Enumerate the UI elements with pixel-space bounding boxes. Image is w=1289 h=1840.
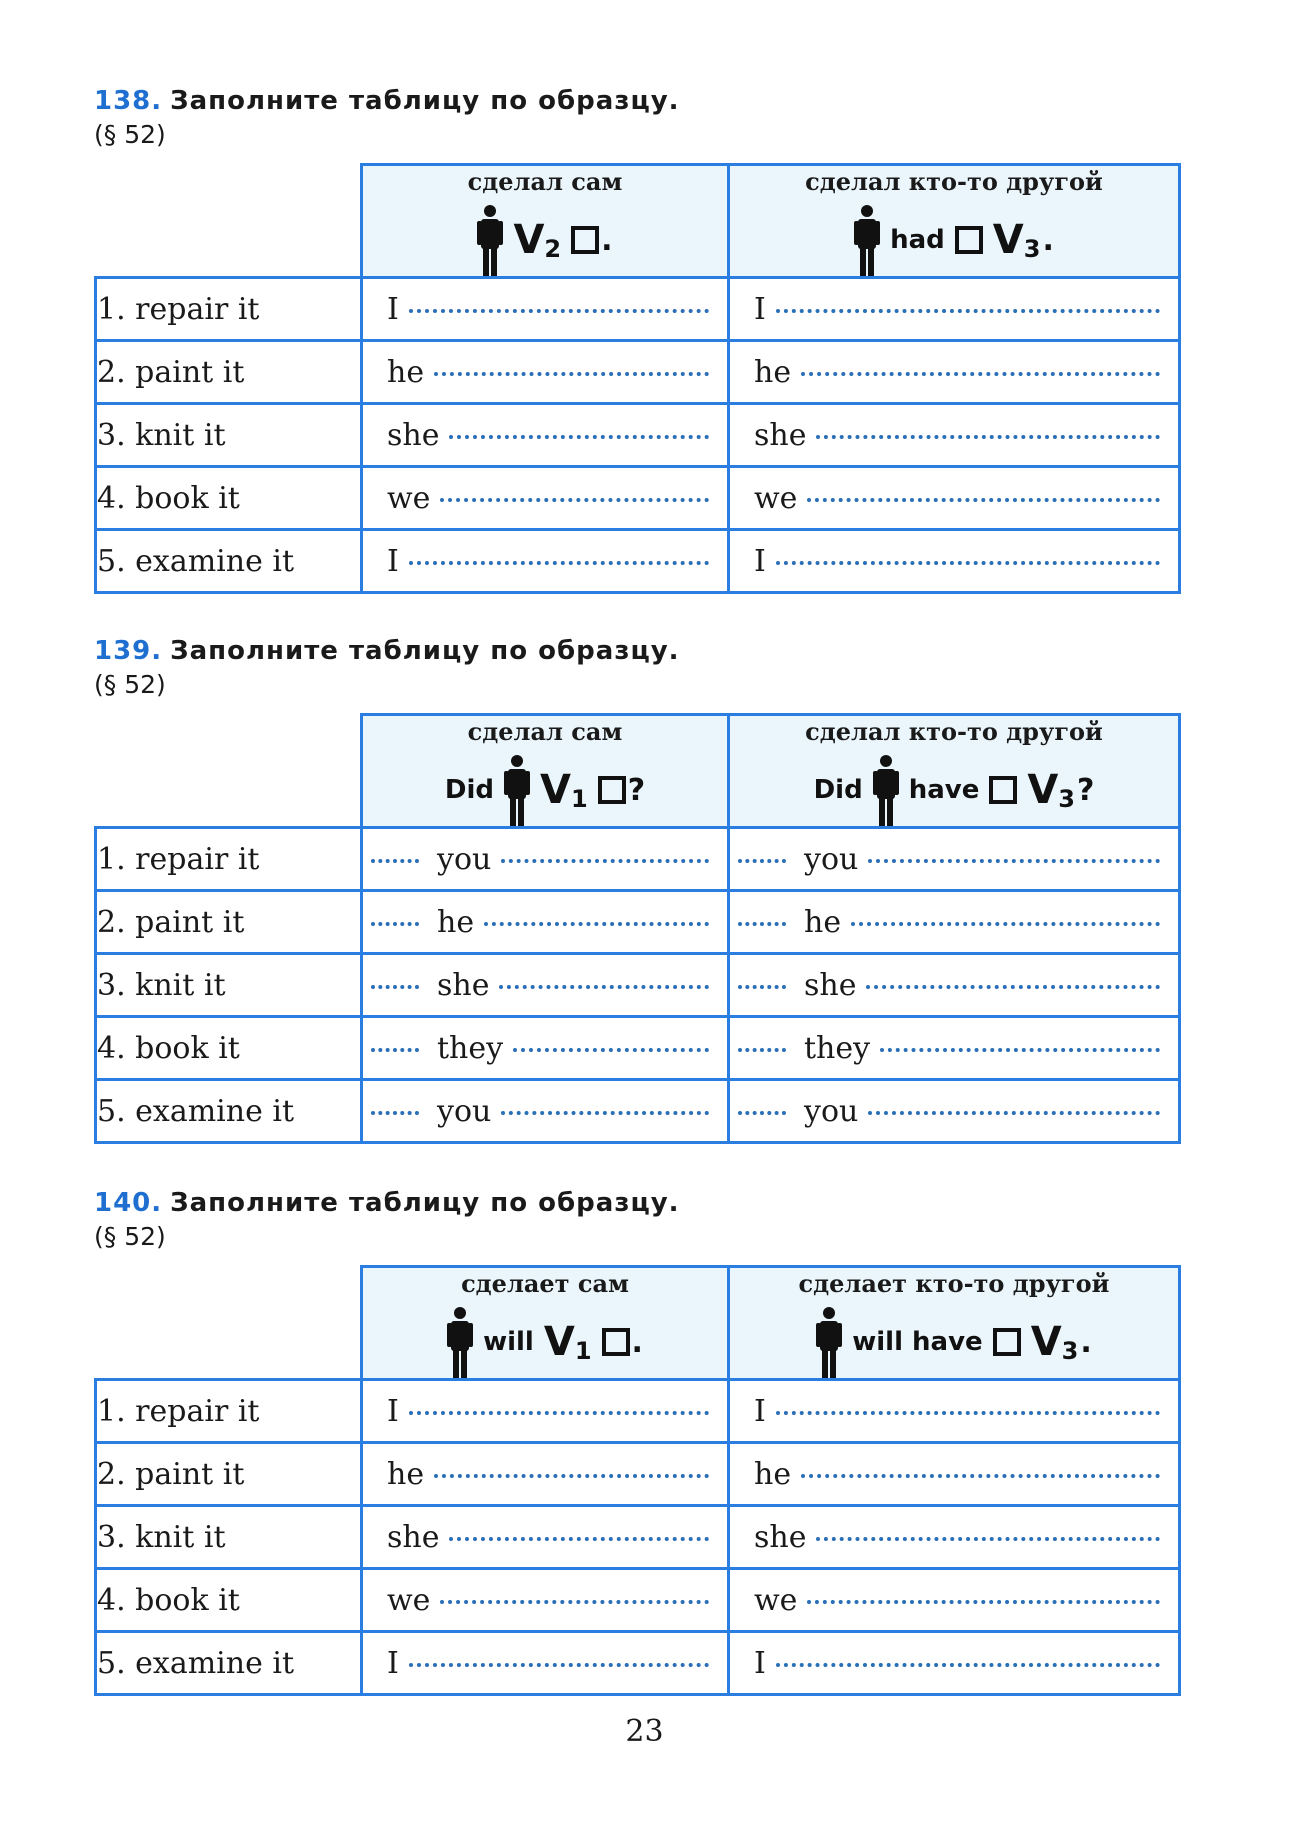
answer-cell[interactable]: [362, 891, 729, 954]
exercise-number: 139.: [94, 636, 163, 666]
answer-blank[interactable]: [434, 1473, 709, 1478]
table-row: [96, 404, 1180, 467]
pronoun: she: [754, 1519, 807, 1555]
pronoun: he: [387, 354, 425, 390]
pronoun: they: [437, 1030, 504, 1066]
formula: [730, 1306, 1178, 1378]
answer-cell[interactable]: [362, 404, 729, 467]
answer-blank[interactable]: [440, 1599, 709, 1604]
pronoun: he: [387, 1456, 425, 1492]
leading-blank[interactable]: [738, 984, 786, 989]
grammar-reference: (§ 52): [94, 670, 166, 699]
grammar-reference: (§ 52): [94, 1222, 166, 1251]
verb-phrase: 5. examine it: [96, 530, 362, 593]
answer-blank[interactable]: [499, 984, 709, 989]
answer-cell[interactable]: [729, 1380, 1180, 1443]
pronoun: she: [387, 417, 440, 453]
person-icon: [477, 204, 503, 276]
exercise-138-table: [94, 163, 1181, 594]
answer-cell[interactable]: [362, 1017, 729, 1080]
answer-blank[interactable]: [409, 308, 709, 313]
pronoun: they: [804, 1030, 871, 1066]
header-cell-someone-else: [729, 715, 1180, 828]
exercise-138: [94, 85, 1184, 151]
verb-phrase: 5. examine it: [96, 1080, 362, 1143]
leading-blank[interactable]: [371, 1047, 419, 1052]
pronoun: he: [437, 904, 475, 940]
answer-cell[interactable]: [729, 341, 1180, 404]
answer-cell[interactable]: [362, 1569, 729, 1632]
answer-blank[interactable]: [776, 308, 1160, 313]
header-title: сделал сам: [467, 167, 623, 196]
answer-cell[interactable]: [362, 278, 729, 341]
header-cell-self: [362, 1267, 729, 1380]
verb-phrase: 4. book it: [96, 1569, 362, 1632]
pronoun: she: [437, 967, 490, 1003]
formula-end: .: [601, 222, 613, 258]
table-row: [96, 1080, 1180, 1143]
verb-phrase: 2. paint it: [96, 1443, 362, 1506]
leading-blank[interactable]: [371, 921, 419, 926]
page-number: 23: [625, 1714, 664, 1749]
leading-blank[interactable]: [371, 1110, 419, 1115]
answer-cell[interactable]: [729, 1080, 1180, 1143]
answer-blank[interactable]: [440, 497, 709, 502]
answer-cell[interactable]: [729, 530, 1180, 593]
answer-cell[interactable]: [362, 1443, 729, 1506]
answer-cell[interactable]: [362, 1506, 729, 1569]
answer-cell[interactable]: [729, 1506, 1180, 1569]
table-row: [96, 530, 1180, 593]
pronoun: we: [387, 480, 431, 516]
pronoun: we: [387, 1582, 431, 1618]
person-icon: [816, 1306, 842, 1378]
answer-cell[interactable]: [362, 1380, 729, 1443]
answer-blank[interactable]: [801, 371, 1160, 376]
formula-end: .: [1080, 1324, 1092, 1360]
object-box-icon: [993, 1328, 1021, 1356]
header-title: сделал кто-то другой: [805, 167, 1103, 196]
pronoun: you: [804, 1093, 859, 1129]
table-row: [96, 1569, 1180, 1632]
pronoun: you: [804, 841, 859, 877]
leading-blank[interactable]: [738, 1047, 786, 1052]
table-header-row: [96, 715, 1180, 828]
answer-cell[interactable]: [362, 954, 729, 1017]
answer-cell[interactable]: [362, 1632, 729, 1695]
formula: [730, 754, 1178, 826]
pronoun: he: [754, 354, 792, 390]
table-row: [96, 1443, 1180, 1506]
object-box-icon: [602, 1328, 630, 1356]
object-box-icon: [571, 226, 599, 254]
pronoun: she: [387, 1519, 440, 1555]
header-title: сделал сам: [467, 717, 623, 746]
answer-blank[interactable]: [513, 1047, 709, 1052]
verb-phrase: 2. paint it: [96, 341, 362, 404]
table-header-row: [96, 165, 1180, 278]
answer-blank[interactable]: [816, 1536, 1160, 1541]
header-cell-someone-else: [729, 1267, 1180, 1380]
exercise-140: [94, 1187, 1184, 1253]
verb-phrase: 3. knit it: [96, 1506, 362, 1569]
answer-blank[interactable]: [868, 858, 1160, 863]
header-cell-someone-else: [729, 165, 1180, 278]
table-row: [96, 891, 1180, 954]
answer-blank[interactable]: [776, 560, 1160, 565]
answer-blank[interactable]: [449, 1536, 709, 1541]
answer-blank[interactable]: [501, 1110, 709, 1115]
auxiliary-word: had: [890, 225, 945, 255]
table-row: [96, 1506, 1180, 1569]
exercise-number: 138.: [94, 86, 163, 116]
table-header-row: [96, 1267, 1180, 1380]
answer-cell[interactable]: [729, 404, 1180, 467]
answer-blank[interactable]: [409, 1410, 709, 1415]
answer-blank[interactable]: [807, 1599, 1160, 1604]
answer-blank[interactable]: [801, 1473, 1160, 1478]
pronoun: I: [754, 291, 766, 327]
leading-blank[interactable]: [371, 984, 419, 989]
pronoun: he: [754, 1456, 792, 1492]
object-box-icon: [989, 776, 1017, 804]
formula: [730, 204, 1178, 276]
verb-phrase: 4. book it: [96, 467, 362, 530]
answer-cell[interactable]: [729, 1632, 1180, 1695]
answer-cell[interactable]: [729, 467, 1180, 530]
person-icon: [504, 754, 530, 826]
answer-blank[interactable]: [449, 434, 709, 439]
pronoun: he: [804, 904, 842, 940]
answer-cell[interactable]: [729, 1443, 1180, 1506]
exercise-139-table: [94, 713, 1181, 1144]
verb-phrase: 2. paint it: [96, 891, 362, 954]
answer-cell[interactable]: [729, 891, 1180, 954]
exercise-139: [94, 635, 1184, 701]
auxiliary-word: Did: [444, 775, 495, 805]
answer-blank[interactable]: [409, 1662, 709, 1667]
verb-phrase: 5. examine it: [96, 1632, 362, 1695]
answer-cell[interactable]: [362, 1080, 729, 1143]
exercise-instruction: Заполните таблицу по образцу.: [170, 636, 680, 666]
answer-blank[interactable]: [807, 497, 1160, 502]
answer-cell[interactable]: [362, 828, 729, 891]
exercise-heading: [94, 635, 1184, 667]
pronoun: she: [754, 417, 807, 453]
pronoun: we: [754, 1582, 798, 1618]
pronoun: we: [754, 480, 798, 516]
verb-phrase: 3. knit it: [96, 954, 362, 1017]
leading-blank[interactable]: [371, 858, 419, 863]
table-row: [96, 1380, 1180, 1443]
verb-form: $V_3$: [992, 217, 1041, 263]
answer-cell[interactable]: [362, 341, 729, 404]
empty-corner-cell: [96, 715, 362, 828]
table-row: [96, 467, 1180, 530]
answer-cell[interactable]: [362, 467, 729, 530]
person-icon: [854, 204, 880, 276]
table-row: [96, 1632, 1180, 1695]
verb-form: $V_3$: [1027, 767, 1075, 813]
answer-cell[interactable]: [729, 954, 1180, 1017]
auxiliary-word: Did: [813, 775, 863, 805]
answer-cell[interactable]: [729, 1017, 1180, 1080]
header-cell-self: [362, 165, 729, 278]
object-box-icon: [598, 776, 626, 804]
verb-phrase: 3. knit it: [96, 404, 362, 467]
pronoun: I: [754, 1393, 766, 1429]
answer-blank[interactable]: [484, 921, 709, 926]
pronoun: I: [387, 1393, 399, 1429]
verb-form: $V_3$: [1030, 1319, 1079, 1365]
leading-blank[interactable]: [738, 1110, 786, 1115]
leading-blank[interactable]: [738, 858, 786, 863]
pronoun: you: [437, 841, 492, 877]
pronoun: I: [754, 543, 766, 579]
pronoun: she: [804, 967, 857, 1003]
table-row: [96, 341, 1180, 404]
formula-end: ?: [627, 772, 646, 808]
answer-blank[interactable]: [868, 1110, 1160, 1115]
answer-blank[interactable]: [776, 1662, 1160, 1667]
answer-blank[interactable]: [816, 434, 1160, 439]
header-cell-self: [362, 715, 729, 828]
answer-cell[interactable]: [729, 1569, 1180, 1632]
answer-cell[interactable]: [729, 278, 1180, 341]
table-row: [96, 1017, 1180, 1080]
auxiliary-word: will: [483, 1327, 534, 1357]
formula: [363, 204, 727, 276]
table-row: [96, 278, 1180, 341]
header-title: сделает сам: [461, 1269, 629, 1298]
formula: [363, 1306, 727, 1378]
verb-form: $V_1$: [543, 1319, 592, 1365]
pronoun: you: [437, 1093, 492, 1129]
verb-form: $V_1$: [540, 767, 588, 813]
object-box-icon: [955, 226, 983, 254]
pronoun: I: [387, 1645, 399, 1681]
pronoun: I: [754, 1645, 766, 1681]
person-icon: [873, 754, 899, 826]
formula-end: .: [1042, 222, 1054, 258]
exercise-heading: [94, 85, 1184, 117]
empty-corner-cell: [96, 1267, 362, 1380]
answer-cell[interactable]: [729, 828, 1180, 891]
answer-blank[interactable]: [434, 371, 709, 376]
pronoun: I: [387, 543, 399, 579]
verb-phrase: 1. repair it: [96, 278, 362, 341]
auxiliary-word: will have: [852, 1327, 983, 1357]
formula: [363, 754, 727, 826]
header-title: сделал кто-то другой: [805, 717, 1103, 746]
auxiliary-word-have: have: [908, 775, 980, 805]
verb-phrase: 4. book it: [96, 1017, 362, 1080]
exercise-number: 140.: [94, 1188, 163, 1218]
verb-form: $V_2$: [513, 217, 562, 263]
verb-phrase: 1. repair it: [96, 1380, 362, 1443]
exercise-140-table: [94, 1265, 1181, 1696]
exercise-instruction: Заполните таблицу по образцу.: [170, 1188, 680, 1218]
table-row: [96, 828, 1180, 891]
answer-blank[interactable]: [851, 921, 1160, 926]
exercise-instruction: Заполните таблицу по образцу.: [170, 86, 680, 116]
answer-blank[interactable]: [776, 1410, 1160, 1415]
table-row: [96, 954, 1180, 1017]
leading-blank[interactable]: [738, 921, 786, 926]
answer-blank[interactable]: [866, 984, 1160, 989]
answer-blank[interactable]: [880, 1047, 1160, 1052]
empty-corner-cell: [96, 165, 362, 278]
person-icon: [447, 1306, 473, 1378]
answer-blank[interactable]: [409, 560, 709, 565]
grammar-reference: (§ 52): [94, 120, 166, 149]
verb-phrase: 1. repair it: [96, 828, 362, 891]
header-title: сделает кто-то другой: [798, 1269, 1110, 1298]
pronoun: I: [387, 291, 399, 327]
formula-end: ?: [1077, 772, 1095, 808]
formula-end: .: [631, 1324, 643, 1360]
exercise-heading: [94, 1187, 1184, 1219]
answer-blank[interactable]: [501, 858, 709, 863]
answer-cell[interactable]: [362, 530, 729, 593]
